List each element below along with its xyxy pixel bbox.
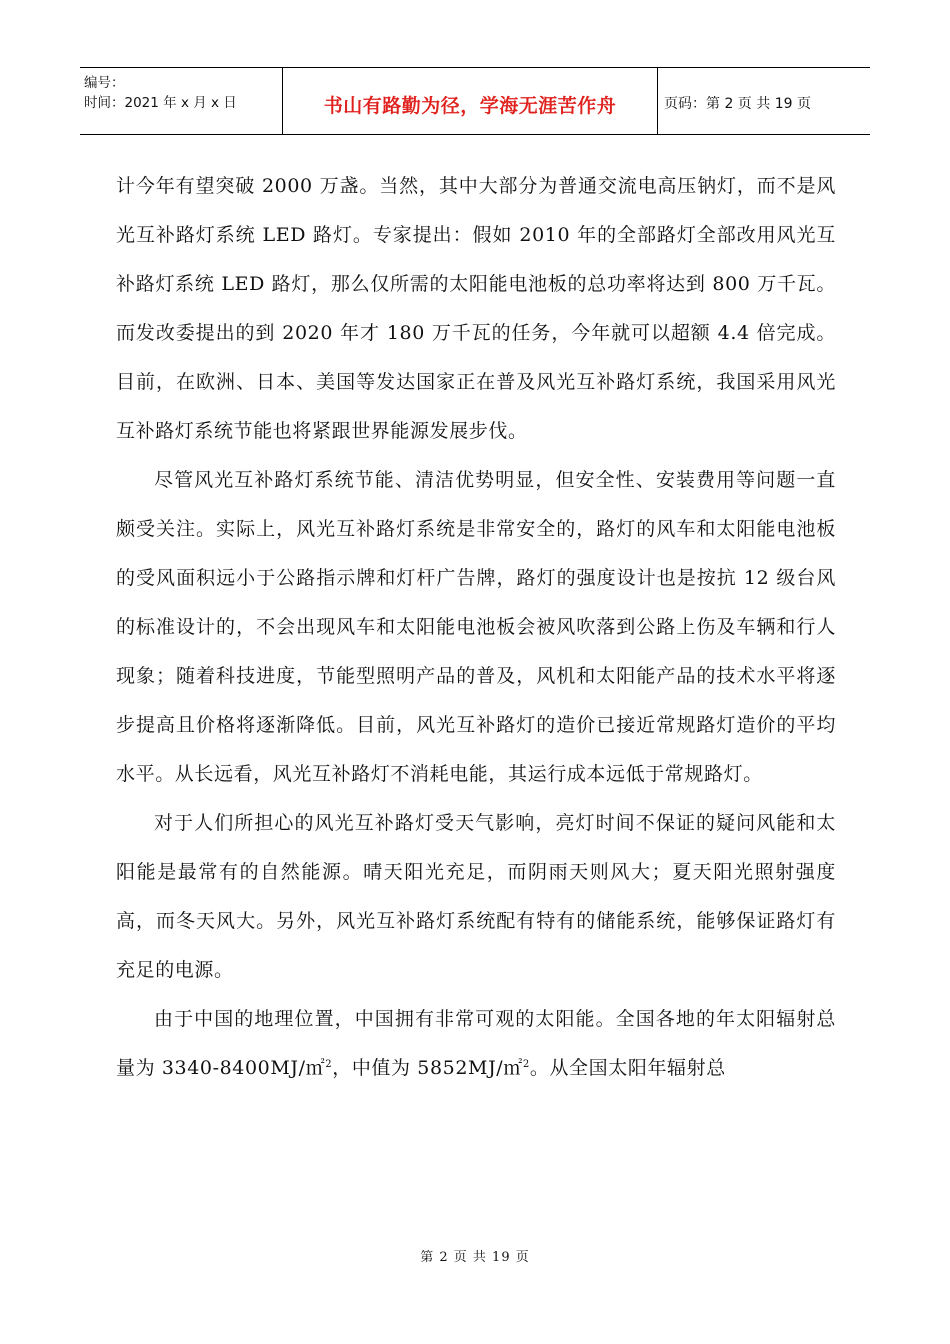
body-paragraph: 尽管风光互补路灯系统节能、清洁优势明显，但安全性、安装费用等问题一直颇受关注。实际上，风光互补路灯系统是非常安全的，路灯的风车和太阳能电池板的受风面积远小于公路指示牌和灯杆广告牌，路灯的强度设计也是按抗 12 级台风的标准设计的，不会出现风车和太阳能电池板会被风吹落到公路上伤及车辆和行人现象；随着科技进度，节能型照明产品的普及，风机和太阳能产品的技术水平将逐步提高且价格将逐渐降低。目前，风光互补路灯的造价已接近常规路灯造价的平均水平。从长远看，风光互补路灯不消耗电能，其运行成本远低于常规路灯。	[116, 469, 836, 785]
document-number-label: 编号：	[84, 75, 125, 91]
text-span: 。从全国太阳年辐射总	[529, 1057, 726, 1079]
body-paragraph: 计今年有望突破 2000 万盏。当然，其中大部分为普通交流电高压钠灯，而不是风光互补路灯系统 LED 路灯。专家提出：假如 2010 年的全部路灯全部改用风光互补路灯系统 LED 路灯，那么仅所需的太阳能电池板的总功率将达到 800 万千瓦。而发改委提出的到 2020 年才 180 万千瓦的任务，今年就可以超额 4.4 倍完成。目前，在欧洲、日本、美国等发达国家正在普及风光互补路灯系统，我国采用风光互补路灯系统节能也将紧跟世界能源发展步伐。	[116, 175, 836, 442]
header-motto: 书山有路勤为径，学海无涯苦作舟	[283, 68, 658, 134]
document-header	[80, 67, 870, 135]
body-paragraph-last	[116, 995, 836, 1093]
text-span: 由于中国的地理位置，中国拥有非常可观的太阳能。全国各地的年太阳辐射总量为 3340-8400MJ/㎡	[116, 1008, 836, 1079]
page-footer: 第 2 页 共 19 页	[420, 1250, 530, 1265]
document-date-label: 时间：2021 年 x 月 x 日	[84, 95, 237, 111]
header-page-info: 页码：第 2 页 共 19 页	[664, 96, 811, 112]
body-paragraph: 对于人们所担心的风光互补路灯受天气影响，亮灯时间不保证的疑问风能和太阳能是最常有的自然能源。晴天阳光充足，而阴雨天则风大；夏天阳光照射强度高，而冬天风大。另外，风光互补路灯系统配有特有的储能系统，能够保证路灯有充足的电源。	[116, 812, 836, 981]
document-body	[116, 162, 836, 1093]
superscript: 2	[522, 1059, 530, 1070]
header-meta-cell	[80, 68, 283, 134]
superscript: 2	[325, 1059, 333, 1070]
text-span: ，中值为 5852MJ/㎡	[332, 1057, 523, 1079]
